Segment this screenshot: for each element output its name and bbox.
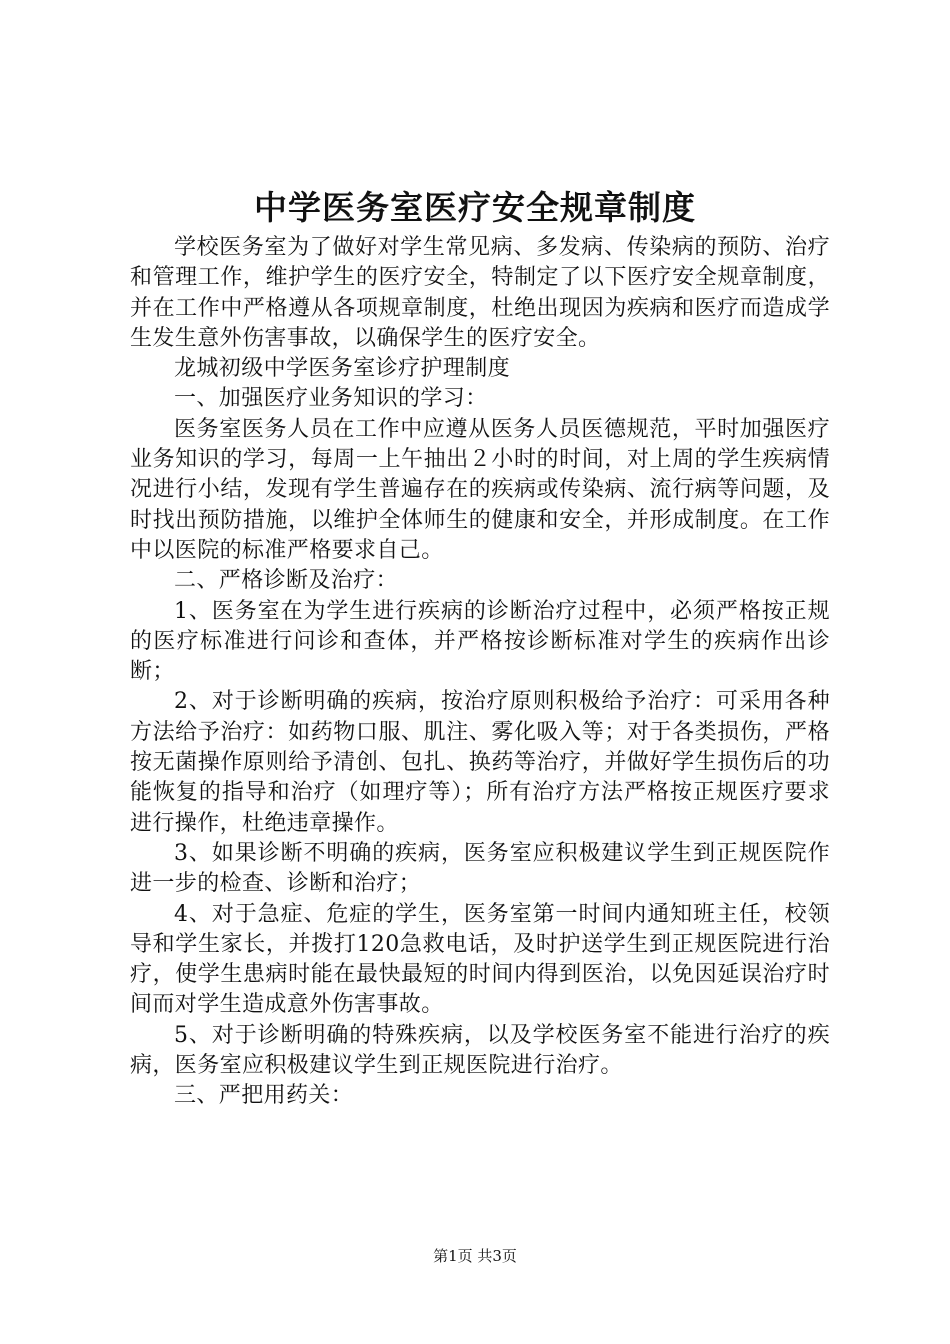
list-item-5: 5、对于诊断明确的特殊疾病，以及学校医务室不能进行治疗的疾病，医务室应积极建议学生到正规医院进行治疗。 [130,1022,830,1079]
section-heading-3: 三、严把用药关： [174,1083,354,1109]
list-item-3: 3、如果诊断不明确的疾病，医务室应积极建议学生到正规医院作进一步的检查、诊断和治疗； [130,840,830,897]
section-heading-system: 龙城初级中学医务室诊疗护理制度 [174,356,511,382]
section-heading-2: 二、严格诊断及治疗： [174,568,399,594]
section-1-paragraph: 医务室医务人员在工作中应遵从医务人员医德规范，平时加强医疗业务知识的学习，每周一上午抽出２小时的时间，对上周的学生疾病情况进行小结，发现有学生普遍存在的疾病或传染病、流行病等问题，及时找出预防措施，以维护全体师生的健康和安全，并形成制度。在工作中以医院的标准严格要求自己。 [130,416,830,563]
list-item-1: 1、医务室在为学生进行疾病的诊断治疗过程中，必须严格按正规的医疗标准进行问诊和查体，并严格按诊断标准对学生的疾病作出诊断； [130,598,830,685]
list-item-4: 4、对于急症、危症的学生，医务室第一时间内通知班主任，校领导和学生家长，并拨打120急救电话，及时护送学生到正规医院进行治疗，使学生患病时能在最快最短的时间内得到医治，以免因延误治疗时间而对学生造成意外伤害事故。 [130,901,830,1018]
page-indicator: 第1页 共3页 [433,1247,517,1265]
document-body [130,233,830,1112]
document-title: 中学医务室医疗安全规章制度 [254,188,696,227]
section-heading-1: 一、加强医疗业务知识的学习： [174,386,488,412]
list-item-2: 2、对于诊断明确的疾病，按治疗原则积极给予治疗：可采用各种方法给予治疗：如药物口服、肌注、雾化吸入等；对于各类损伤，严格按无菌操作原则给予清创、包扎、换药等治疗，并做好学生损伤后的功能恢复的指导和治疗（如理疗等）；所有治疗方法严格按正规医疗要求进行操作，杜绝违章操作。 [130,689,830,836]
intro-paragraph: 学校医务室为了做好对学生常见病、多发病、传染病的预防、治疗和管理工作，维护学生的医疗安全，特制定了以下医疗安全规章制度，并在工作中严格遵从各项规章制度，杜绝出现因为疾病和医疗而造成学生发生意外伤害事故，以确保学生的医疗安全。 [130,235,830,351]
